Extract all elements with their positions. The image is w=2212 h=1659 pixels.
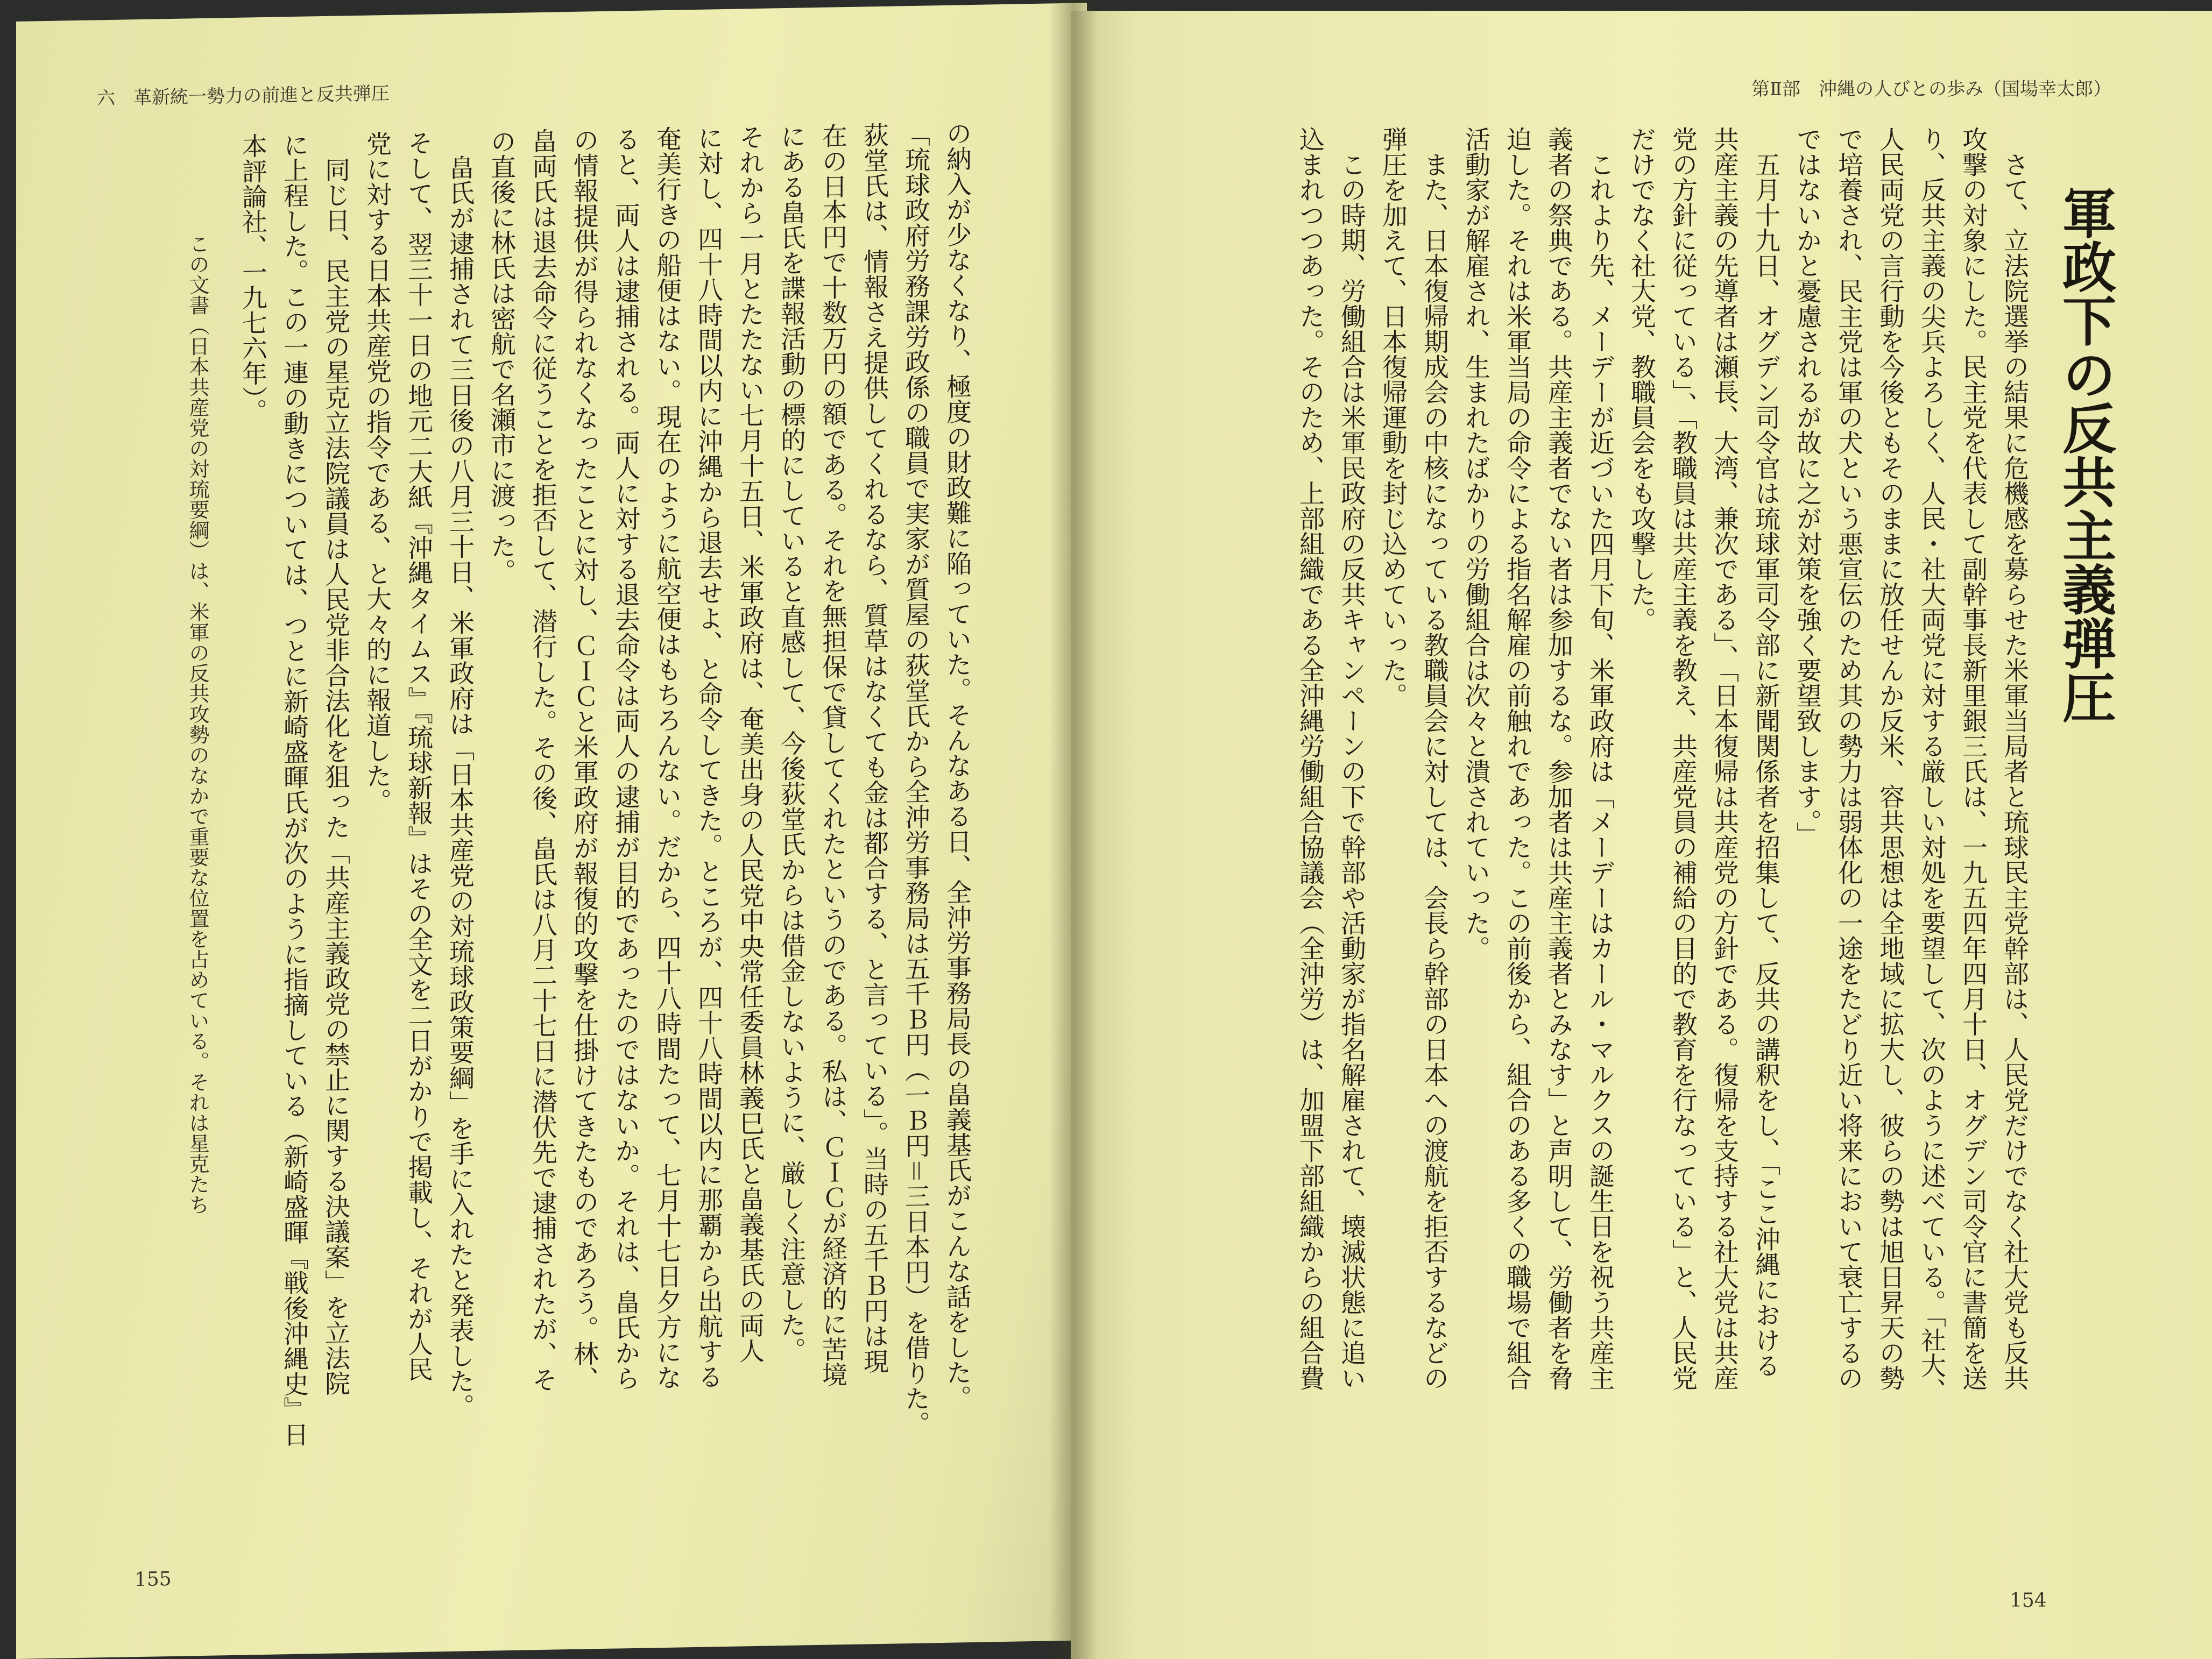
left-column-17: に上程した。この一連の動きについては、つとに新崎盛暉氏が次のように指摘している（新崎盛暉『戦後沖縄史』日: [279, 132, 309, 1448]
left-column-12: の直後に林氏は密航で名瀬市に渡った。: [486, 128, 516, 584]
right-column-15: また、日本復帰期成会の中核になっている教職員会に対しては、会長ら幹部の日本への渡航を拒否するなどの: [1419, 126, 1449, 1391]
right-column-4: 人民両党の言行動を今後ともそのままに放任せんか反米、容共思想は全地域に拡大し、彼らの勢は旭日昇天の勢: [1875, 126, 1905, 1391]
left-column-7: に対し、四十八時間以内に沖縄から退去せよ、と命令してきた。ところが、四十八時間以内に那覇から出航する: [694, 125, 723, 1390]
left-column-13: 畠氏が逮捕されて三日後の八月三十日、米軍政府は「日本共産党の対琉球政策要綱」を手に入れたと発表した。: [445, 129, 475, 1420]
left-column-10: の情報提供が得られなくなったことに対し、ＣＩＣと米軍政府が報復的攻撃を仕掛けてきたものであろう。林、: [569, 127, 599, 1392]
left-column-8: 奄美行きの船便はない。現在のように航空便はもちろんない。だから、四十八時間たって、七月十七日夕方にな: [652, 125, 682, 1391]
right-column-16: 弾圧を加えて、日本復帰運動を封じ込めていった。: [1378, 126, 1408, 708]
left-column-18: 本評論社、一九七六年）。: [238, 132, 267, 424]
left-page-number: 155: [135, 1568, 172, 1591]
left-column-9: ると、両人は逮捕される。両人に対する退去命令は両人の逮捕が目的であったのではないか。それは、畠氏から: [611, 126, 640, 1391]
right-column-6: ではないかと憂慮されるが故に之が対策を強く要望致します。」: [1792, 126, 1822, 847]
right-column-2: 攻撃の対象にした。民主党を代表して副幹事長新里銀三氏は、一九五四年四月十日、オグデン司令官に書簡を送: [1958, 126, 1988, 1391]
section-heading: 軍政下の反共主義弾圧: [2053, 186, 2117, 724]
left-column-15: 党に対する日本共産党の指令である、と大々的に報道した。: [362, 130, 392, 814]
right-column-3: り、反共主義の尖兵よろしく、人民・社大両党に対する厳しい対処を要望して、次のように述べている。「社大、: [1917, 126, 1946, 1403]
left-column-4: 在の日本円で十数万円の額である。それを無担保で貸してくれたというのである。私は、ＣＩＣが経済的に苦境: [818, 123, 847, 1387]
right-column-7: 五月十九日、オグデン司令官は琉球軍司令部に新聞関係者を招集して、反共の講釈をし、「ここ沖縄における: [1751, 126, 1780, 1378]
right-column-12: 義者の祭典である。共産主義者でない者は参加するな。参加者は共産主義者とみなす」と声明して、労働者を脅: [1544, 126, 1573, 1391]
left-column-1: の納入が少なくなり、極度の財政難に陥っていた。そんなある日、全沖労事務局長の畠義基氏がこんな話をした。: [942, 120, 972, 1410]
right-column-1: さて、立法院選挙の結果に危機感を募らせた米軍当局者と琉球民主党幹部は、人民党だけでなく社大党も反共: [1999, 126, 2029, 1391]
left-running-header: 六 革新統一勢力の前進と反共弾圧: [97, 82, 390, 110]
right-column-10: だけでなく社大党、教職員会をも攻撃した。: [1627, 126, 1656, 632]
left-column-6: それから一月とたたない七月十五日、米軍政府は、奄美出身の人民党中央常任委員林義巳氏と畠義基氏の両人: [735, 124, 765, 1364]
right-column-9: 党の方針に従っている」、「教職員は共産主義を教え、共産党員の補給の目的で教育を行なっている」と、人民党: [1668, 126, 1698, 1391]
right-running-header: 第Ⅱ部 沖縄の人びとの歩み（国場幸太郎）: [1751, 79, 2112, 100]
left-column-14: そして、翌三十一日の地元二大紙『沖縄タイムス』『琉球新報』はその全文を二日がかりで掲載し、それが人民: [404, 130, 433, 1382]
book-gutter-shadow: [1049, 0, 1098, 1659]
right-column-18: 込まれつつあった。そのため、上部組織である全沖縄労働組合協議会（全沖労）は、加盟下部組織からの組合費: [1295, 126, 1325, 1391]
left-column-11: 畠両氏は退去命令に従うことを拒否して、潜行した。その後、畠氏は八月二十七日に潜伏先で逮捕されたが、そ: [528, 127, 557, 1393]
right-page-number: 154: [2010, 1590, 2047, 1612]
left-note-line-1: この文書（日本共産党の対琉要綱）は、米軍の反共攻勢のなかで重要な位置を占めている。それは星克たち: [186, 233, 209, 1215]
right-column-11: これより先、メーデーが近づいた四月下旬、米軍政府は「メーデーはカール・マルクスの誕生日を祝う共産主: [1585, 126, 1615, 1391]
right-column-17: この時期、労働組合は米軍民政府の反共キャンペーンの下で幹部や活動家が指名解雇されて、壊滅状態に追い: [1337, 126, 1366, 1391]
left-column-2: 「琉球政府労務課労政係の職員で実家が質屋の荻堂氏から全沖労事務局は五千Ｂ円（一Ｂ円＝三日本円）を借りた。: [901, 121, 930, 1437]
left-column-3: 荻堂氏は、情報さえ提供してくれるなら、質草はなくても金は都合する、と言っている」。当時の五千Ｂ円は現: [859, 122, 889, 1374]
left-column-5: にある畠氏を諜報活動の標的にしていると直感して、今後荻堂氏からは借金しないように、厳しく注意した。: [776, 123, 806, 1363]
right-column-5: で培養され、民主党は軍の犬という悪宣伝のため其の勢力は弱体化の一途をたどり近い将来において衰亡するの: [1834, 126, 1863, 1391]
right-column-14: 活動家が解雇され、生まれたばかりの労働組合は次々と潰されていった。: [1461, 126, 1490, 961]
right-column-13: 迫した。それは米軍当局の命令による指名解雇の前触れであった。この前後から、組合のある多くの職場で組合: [1502, 126, 1532, 1391]
left-column-16: 同じ日、民主党の星克立法院議員は人民党非合法化を狙った「共産主義政党の禁止に関する決議案」を立法院: [321, 131, 350, 1396]
right-column-8: 共産主義の先導者は瀬長、大湾、兼次である」、「日本復帰は共産党の方針である。復帰を支持する社大党は共産: [1709, 126, 1739, 1391]
left-page: [16, 3, 1087, 1659]
right-page: [1071, 11, 2212, 1659]
